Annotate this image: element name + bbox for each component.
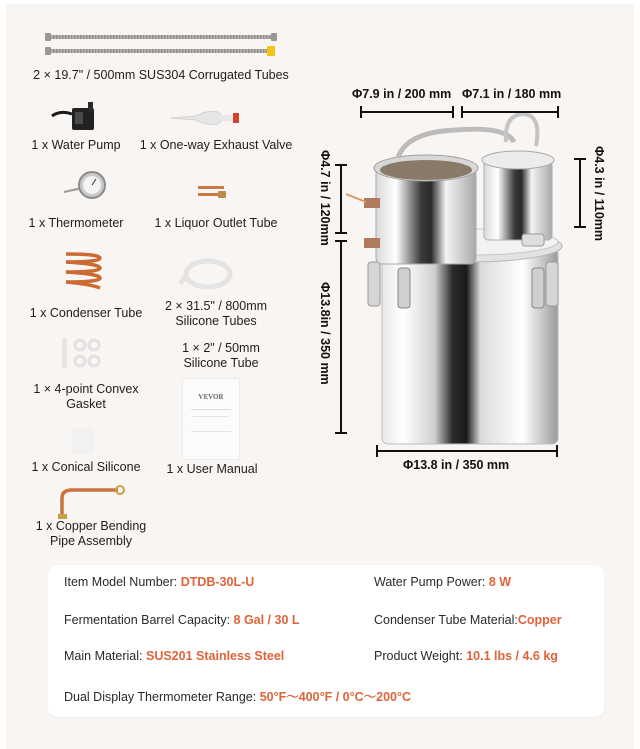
conical-silicone-icon — [72, 428, 94, 454]
spec-model: Item Model Number: DTDB-30L-U — [64, 575, 255, 589]
accessory-label: 1 x User Manual — [166, 462, 258, 476]
copper-bending-pipe-icon — [56, 484, 126, 520]
dim-line-top-left — [360, 111, 454, 113]
corrugated-tubes-icon — [44, 30, 280, 58]
dim-right-pot-height: Φ4.3 in / 110mm — [592, 146, 606, 242]
accessory-label: 2 × 31.5" / 800mm — [164, 299, 268, 313]
specs-card — [48, 565, 604, 717]
water-pump-icon — [50, 100, 110, 134]
dim-line-left-pot — [340, 164, 342, 234]
dim-barrel-width: Φ13.8 in / 350 mm — [403, 458, 510, 472]
dim-line-top-right — [461, 111, 559, 113]
spec-value: DTDB-30L-U — [180, 575, 255, 589]
spec-value: 10.1 lbs / 4.6 kg — [466, 649, 558, 663]
product-sheet — [6, 4, 634, 749]
spec-condenser-material: Condenser Tube Material:Copper — [374, 613, 562, 627]
spec-capacity: Fermentation Barrel Capacity: 8 Gal / 30 L — [64, 613, 300, 627]
accessory-label: 1 × 4-point Convex — [33, 382, 139, 396]
user-manual-icon — [182, 378, 240, 460]
spec-weight: Product Weight: 10.1 lbs / 4.6 kg — [374, 649, 558, 663]
accessory-label: Pipe Assembly — [50, 534, 132, 548]
dim-line-barrel-height — [340, 240, 342, 434]
dim-top-left-width: Φ7.9 in / 200 mm — [352, 87, 452, 101]
convex-gasket-icon — [58, 336, 108, 372]
accessory-label: 1 x Water Pump — [31, 138, 121, 152]
manual-brand: VEVOR — [198, 393, 224, 401]
spec-thermo-range: Dual Display Thermometer Range: 50°F～400°F / 0°C～200°C — [64, 690, 411, 704]
condenser-tube-icon — [60, 248, 106, 294]
accessory-label: 1 x Condenser Tube — [29, 306, 143, 320]
spec-pump-power: Water Pump Power: 8 W — [374, 575, 512, 589]
accessory-label: 1 x Liquor Outlet Tube — [154, 216, 278, 230]
silicone-tubes-icon — [178, 252, 240, 292]
spec-value: SUS201 Stainless Steel — [145, 649, 285, 663]
spec-main-material: Main Material: SUS201 Stainless Steel — [64, 649, 285, 663]
thermometer-icon — [60, 170, 110, 204]
accessory-label: Silicone Tubes — [175, 314, 257, 328]
liquor-outlet-tube-icon — [196, 184, 230, 200]
accessory-label: 1 x Thermometer — [28, 216, 124, 230]
spec-value: 50°F～400°F / 0°C～200°C — [259, 690, 411, 704]
dim-barrel-height: Φ13.8in / 350 mm — [318, 282, 332, 385]
distiller-illustration — [346, 112, 576, 452]
accessory-label: 1 x One-way Exhaust Valve — [139, 138, 293, 152]
dim-top-right-width: Φ7.1 in / 180 mm — [462, 87, 562, 101]
accessory-label: 1 × 2" / 50mm — [182, 341, 260, 355]
accessory-label: 1 x Copper Bending — [35, 519, 147, 533]
dim-line-right-pot — [579, 158, 581, 228]
spec-value: 8 Gal / 30 L — [233, 613, 300, 627]
spec-value: 8 W — [488, 575, 512, 589]
spec-value: Copper — [517, 613, 562, 627]
dim-line-barrel-width — [376, 450, 558, 452]
accessory-label: Gasket — [66, 397, 106, 411]
accessory-label: Silicone Tube — [183, 356, 259, 370]
dim-left-pot-height: Φ4.7 in / 120mm — [318, 150, 332, 246]
accessory-label: 1 x Conical Silicone — [31, 460, 141, 474]
exhaust-valve-icon — [166, 108, 256, 128]
accessory-label: 2 × 19.7" / 500mm SUS304 Corrugated Tubes — [33, 68, 289, 82]
